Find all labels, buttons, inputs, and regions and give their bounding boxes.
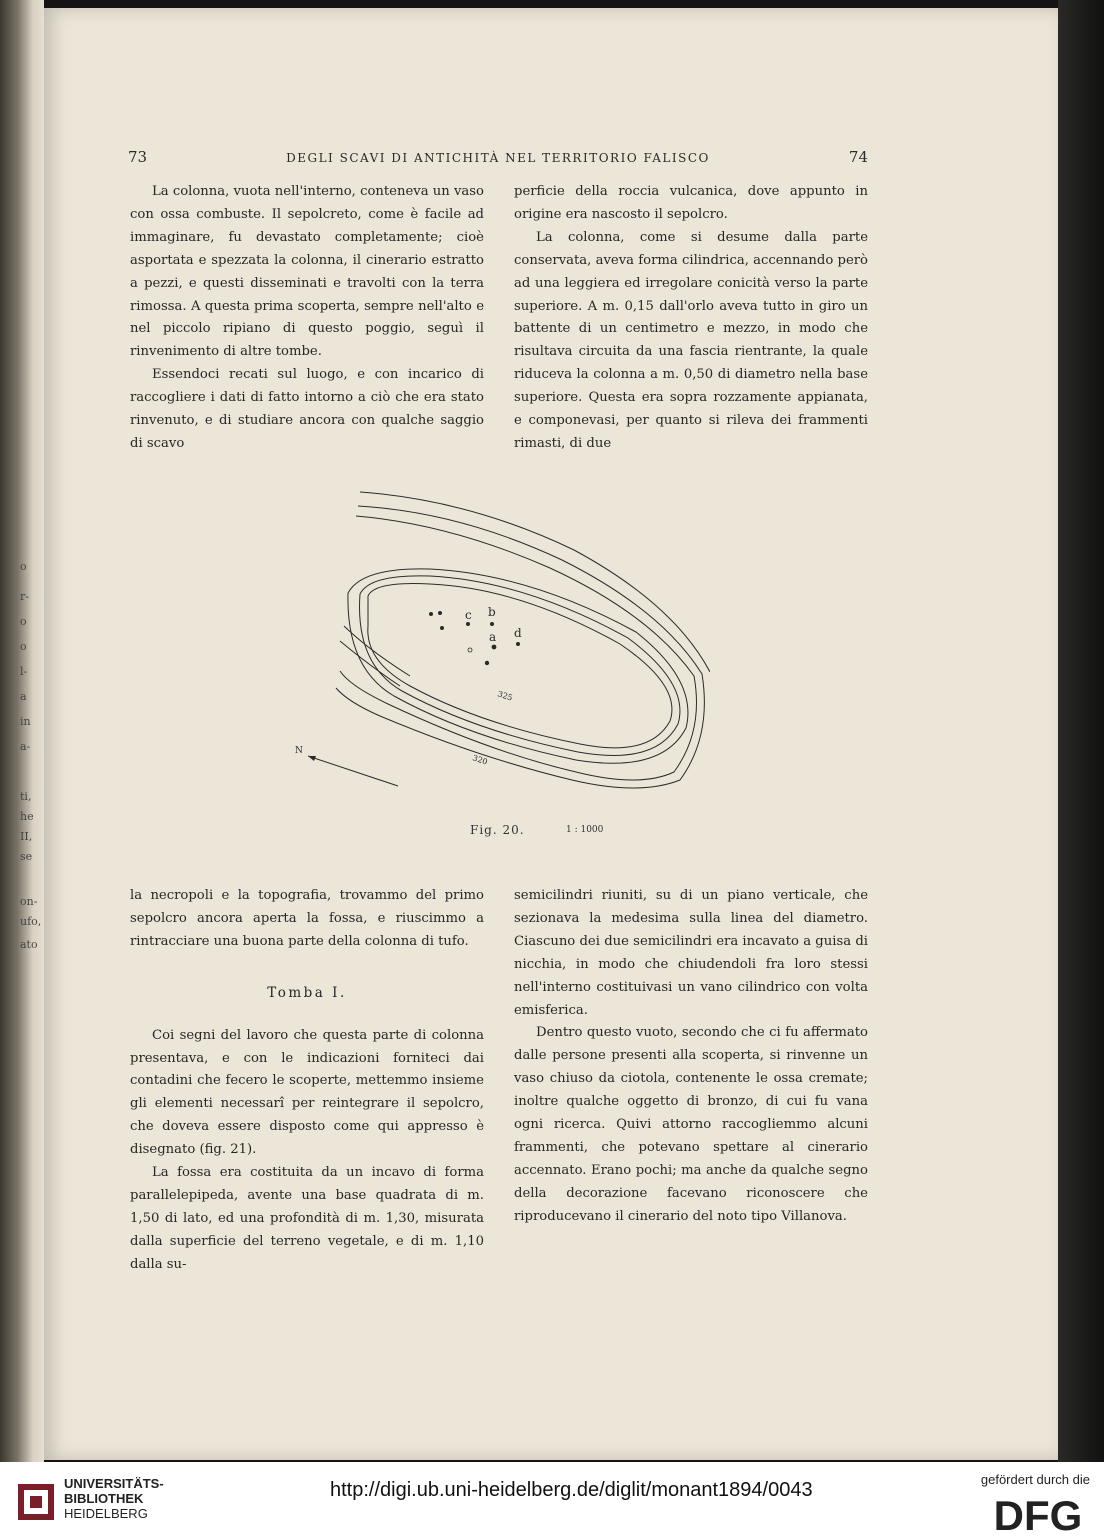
bottom-left-column	[130, 885, 484, 1277]
running-head	[128, 148, 868, 170]
paragraph: La colonna, vuota nell'interno, conteneva un vaso con ossa combuste. Il sepolcreto, come è facile ad immaginare, fu devastato completamente; cioè asportata e spezzata la colonna, il cinerario estratto a pezzi, e questi disseminati e travolti con la terra rimossa. A questa prima scoperta, sempre nell'alto e nel piccolo ripiano di questo poggio, seguì il rinvenimento di altre tombe.	[130, 184, 484, 360]
edge-fragment: o	[20, 560, 27, 573]
tomb-marker	[429, 612, 433, 616]
top-left-column	[130, 181, 484, 456]
caption-label: Fig. 20.	[470, 823, 525, 837]
contour-line	[360, 576, 680, 756]
permalink[interactable]: http://digi.ub.uni-heidelberg.de/diglit/monant1894/0043	[330, 1479, 813, 1501]
scan-background	[1058, 0, 1104, 1462]
edge-fragment: on-	[20, 895, 38, 908]
edge-fragment: a-	[20, 740, 31, 753]
edge-fragment: a	[20, 690, 27, 703]
paragraph: Coi segni del lavoro che questa parte di colonna presentava, e con le indicazioni forniteci dai contadini che fecero le scoperte, mettemmo insieme gli elementi necessarî per reintegrare il sepolcro, che doveva essere disposto come qui appresso è disegnato (fig. 21).	[130, 1027, 484, 1158]
edge-fragment: l-	[20, 665, 28, 678]
tomb-marker	[438, 611, 442, 615]
library-logo-icon	[16, 1474, 56, 1530]
edge-fragment: se	[20, 850, 33, 863]
label-b: b	[488, 605, 496, 619]
label-contour-320: 320	[471, 753, 489, 767]
paragraph: semicilindri riuniti, su di un piano verticale, che sezionava la medesima sulla linea del diametro. Ciascuno dei due semicilindri era incavato a guisa di nicchia, in modo che chiudendoli fra loro stessi nell'interno costituivasi un vano cilindrico con volta emisferica.	[514, 888, 868, 1018]
north-arrow-line	[308, 756, 398, 786]
edge-fragment: he	[20, 810, 34, 823]
edge-fragment: II,	[20, 830, 33, 843]
tomb-marker	[516, 642, 520, 646]
label-contour-325: 325	[496, 689, 514, 703]
viewer-footer	[0, 1462, 1104, 1540]
contour-line	[348, 569, 688, 763]
edge-fragment: r-	[20, 590, 29, 603]
paragraph: Dentro questo vuoto, secondo che ci fu affermato dalle persone presenti alla scoperta, si rinvenne un vaso chiuso da ciotola, contenente le ossa cremate; inoltre qualche oggetto di bronzo, di cui fu vana ogni ricerca. Quivi attorno raccogliemmo alcuni frammenti, che potevano spettare al cinerario accennato. Erano pochi; ma anche da qualche segno della decorazione facevano riconoscere che riproducevano il cinerario del noto tipo Villanova.	[514, 1025, 868, 1224]
contour-lines	[336, 492, 710, 788]
tomb-marker	[466, 622, 470, 626]
edge-fragment: o	[20, 615, 27, 628]
contour-line	[336, 506, 704, 788]
edge-fragment: ti,	[20, 790, 32, 803]
library-name: UNIVERSITÄTS- BIBLIOTHEK HEIDELBERG	[64, 1476, 164, 1521]
dfg-logo	[984, 1492, 1092, 1534]
contour-line	[360, 492, 710, 672]
edge-fragment: in	[20, 715, 31, 728]
dfg-logo-text: DFG	[993, 1492, 1083, 1534]
paragraph: Essendoci recati sul luogo, e con incarico di raccogliere i dati di fatto intorno a ciò che era stato rinvenuto, e di studiare ancora con qualche saggio di scavo	[130, 367, 484, 451]
label-d: d	[514, 626, 522, 640]
edge-fragment: o	[20, 640, 27, 653]
figure-caption	[470, 823, 670, 839]
page-number-right: 74	[848, 148, 868, 166]
top-right-column	[514, 181, 868, 456]
edge-fragment: ato	[20, 938, 38, 951]
tomb-marker	[440, 626, 444, 630]
label-north: N	[295, 746, 303, 756]
paragraph: La fossa era costituita da un incavo di forma parallelepipeda, avente una base quadrata di m. 1,50 di lato, ed una profondità di m. 1,30, misurata dalla superficie del terreno vegetale, e di m. 1,10 dalla su-	[130, 1165, 484, 1272]
topographic-figure	[290, 476, 710, 796]
tomb-marker	[485, 661, 489, 665]
tomb-marker	[468, 648, 472, 652]
previous-page-fragments	[20, 560, 46, 1260]
edge-fragment: ufo,	[20, 915, 42, 928]
tomb-marker	[492, 645, 497, 650]
paragraph: La colonna, come si desume dalla parte conservata, aveva forma cilindrica, accennando però ad una leggiera ed irregolare conicità verso la parte superiore. A m. 0,15 dall'orlo aveva tutto in giro un battente di un centimetro e mezzo, in modo che risultava circuita da una fascia rientrante, la quale riduceva la colonna a m. 0,50 di diametro nella base superiore. Questa era sopra rozzamente appianata, e componevasi, per quanto si rileva dei frammenti rimasti, di due	[514, 229, 868, 451]
tomb-marker	[490, 622, 494, 626]
label-a: a	[489, 630, 497, 644]
paragraph: la necropoli e la topografia, trovammo del primo sepolcro ancora aperta la fossa, e riuscimmo a rintracciare una buona parte della colonna di tufo.	[130, 888, 484, 949]
contour-line	[340, 516, 697, 780]
page-number-left: 73	[128, 148, 148, 166]
bottom-right-column	[514, 885, 868, 1229]
running-title: DEGLI SCAVI DI ANTICHITÀ NEL TERRITORIO FALISCO	[286, 151, 710, 165]
north-arrow-head	[308, 756, 316, 761]
label-c: c	[465, 608, 472, 622]
contour-line	[368, 584, 672, 748]
tomb-markers	[429, 611, 520, 665]
funded-by-label: gefördert durch die	[980, 1472, 1090, 1487]
section-heading: Tomba I.	[267, 984, 347, 1001]
paragraph: perficie della roccia vulcanica, dove appunto in origine era nascosto il sepolcro.	[514, 184, 868, 222]
scale-label: 1 : 1000	[566, 825, 604, 835]
